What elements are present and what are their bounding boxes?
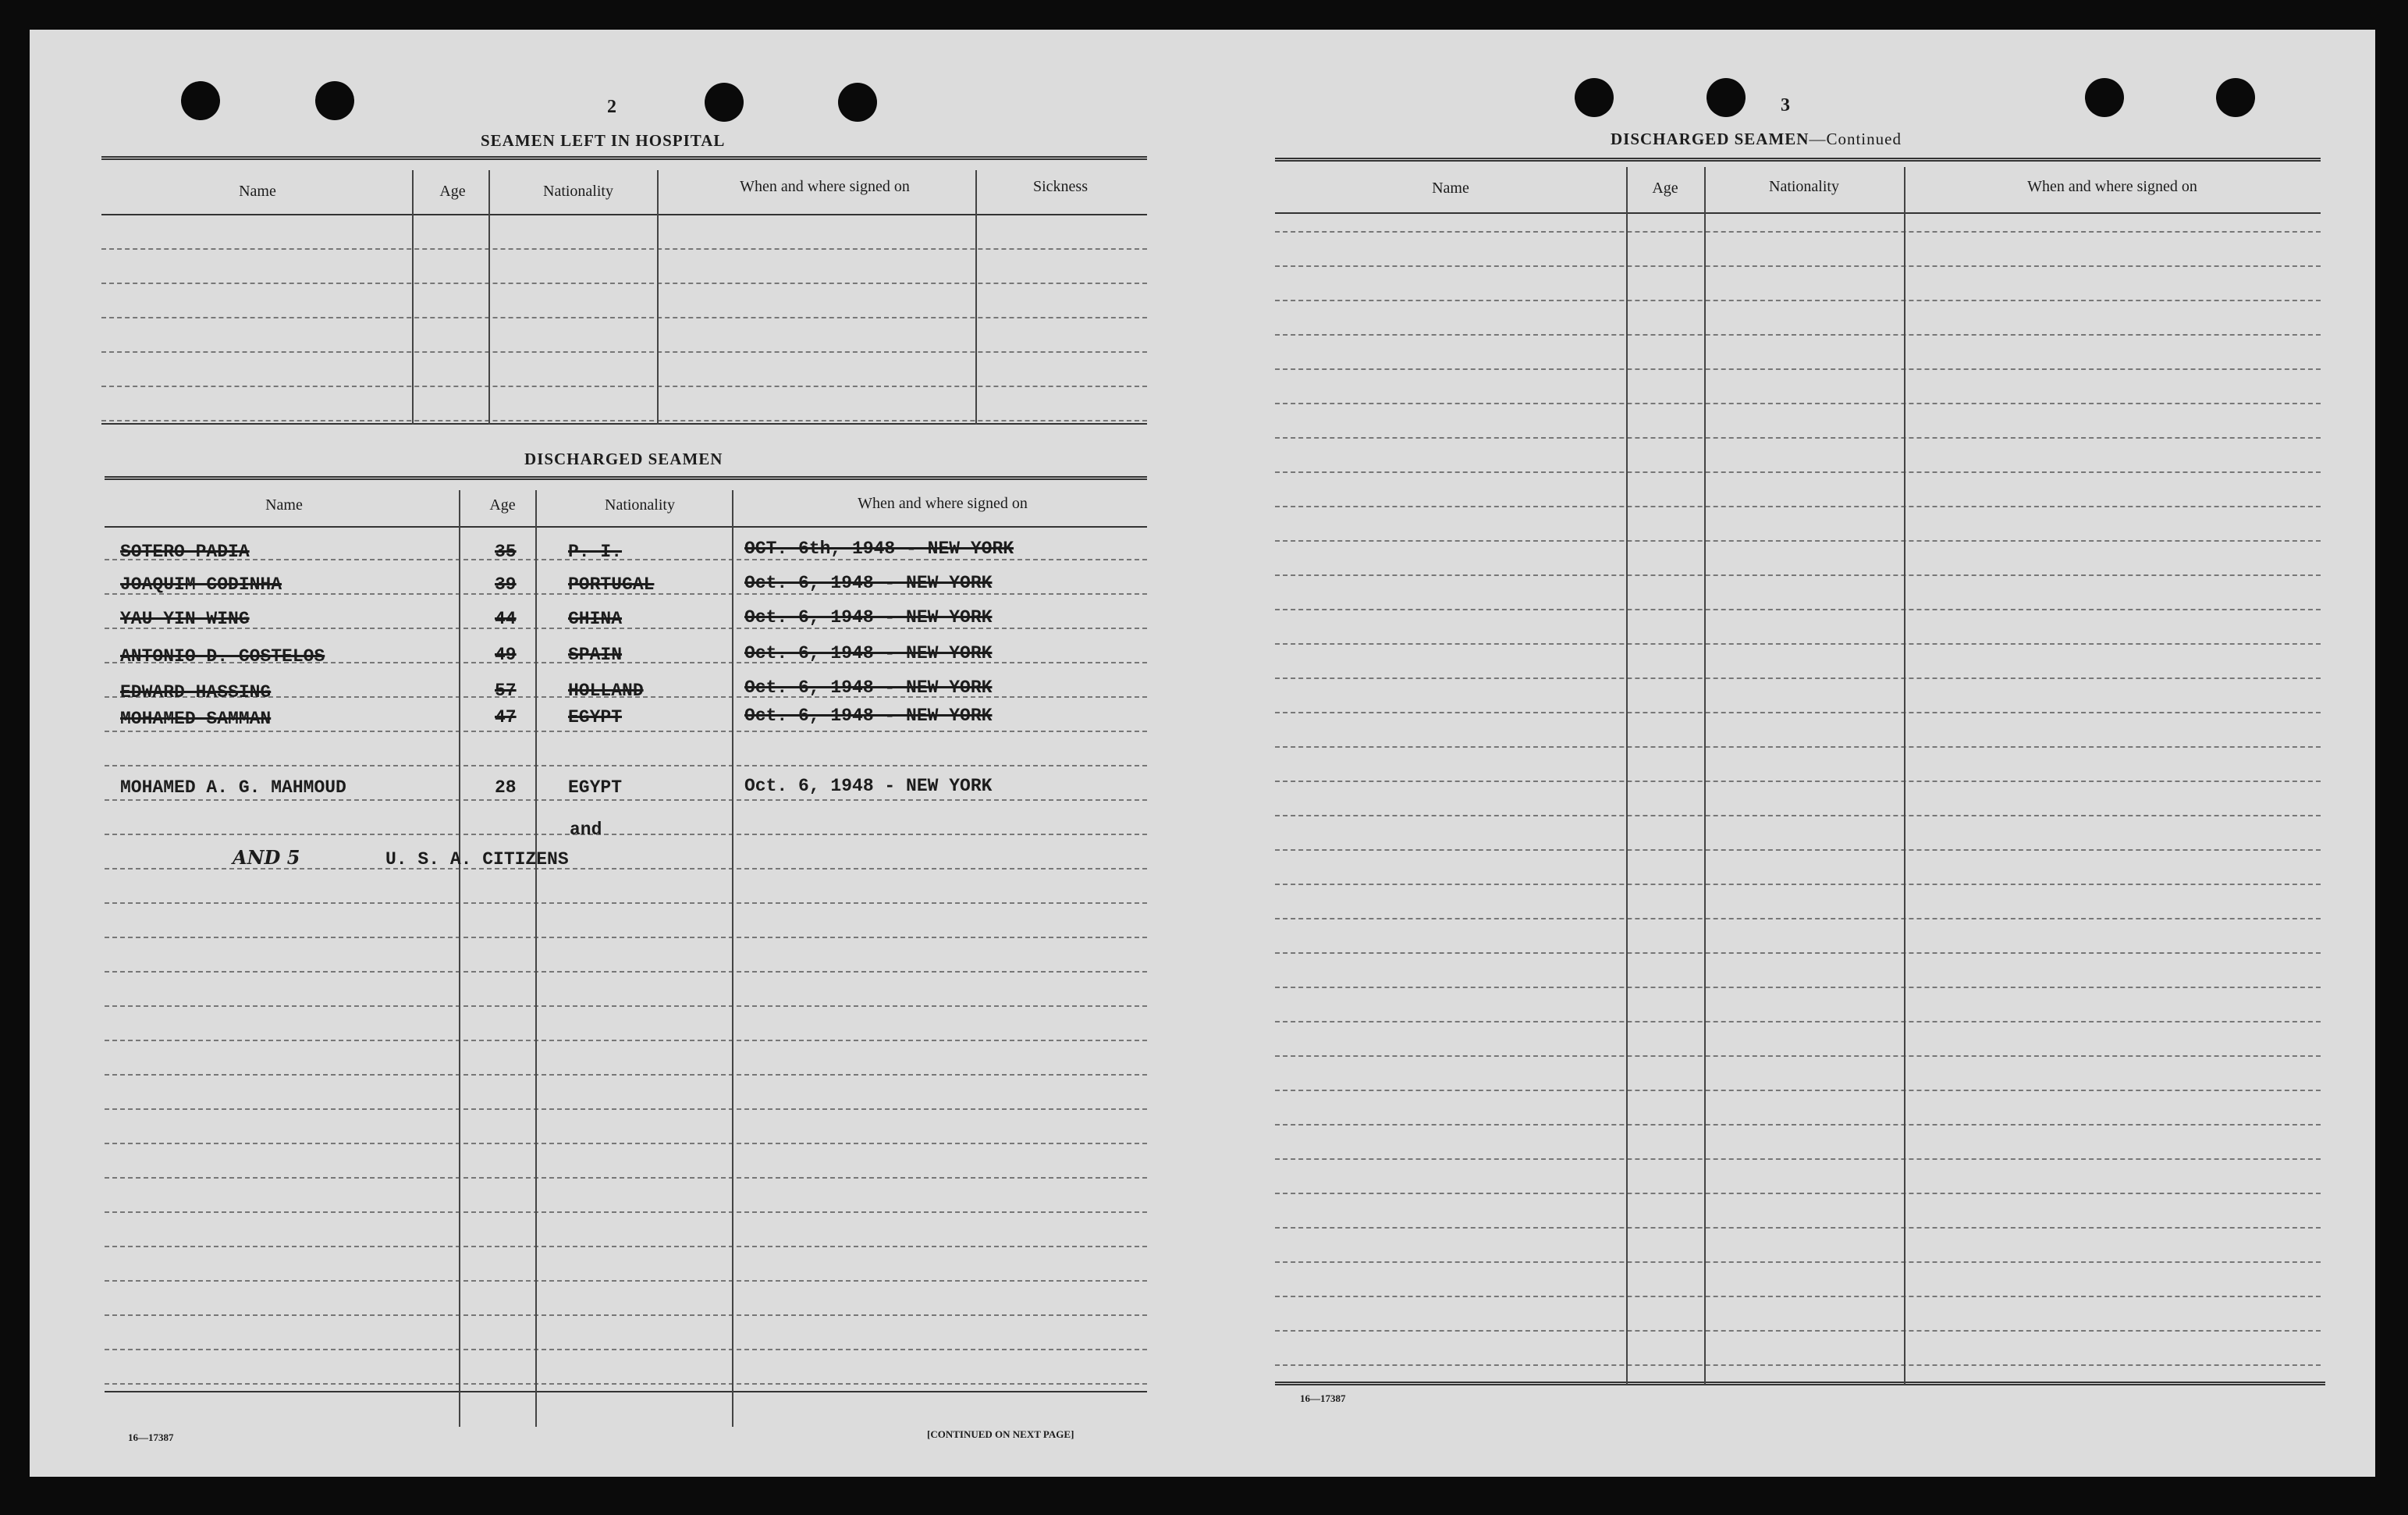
seaman-signed-on: Oct. 6, 1948 - NEW YORK	[744, 776, 993, 796]
seaman-nationality: HOLLAND	[568, 681, 644, 701]
hospital-header-age: Age	[439, 183, 466, 200]
seaman-age: 49	[495, 645, 517, 665]
discharged-section-title: DISCHARGED SEAMEN	[524, 450, 723, 468]
page-number: 3	[1781, 95, 1790, 116]
and-text: and	[570, 820, 602, 840]
discharged-header-nationality: Nationality	[605, 496, 675, 514]
seaman-nationality: PORTUGAL	[568, 574, 655, 595]
handwritten-count: AND 5	[233, 846, 300, 869]
seaman-name: YAU YIN WING	[120, 609, 250, 629]
seaman-signed-on: OCT. 6th, 1948 - NEW YORK	[744, 539, 1014, 559]
discharged-header-age: Age	[489, 496, 516, 514]
binder-hole-icon	[838, 83, 877, 122]
seaman-signed-on: Oct. 6, 1948 - NEW YORK	[744, 677, 993, 698]
citizens-text: U. S. A. CITIZENS	[385, 849, 569, 870]
title-main: DISCHARGED SEAMEN	[1611, 130, 1810, 148]
binder-hole-icon	[315, 81, 354, 120]
binder-hole-icon	[705, 83, 744, 122]
seaman-signed-on: Oct. 6, 1948 - NEW YORK	[744, 573, 993, 593]
seaman-age: 28	[495, 777, 517, 798]
hospital-section-title: SEAMEN LEFT IN HOSPITAL	[481, 131, 726, 150]
header-signed-on: When and where signed on	[2027, 178, 2197, 195]
seaman-age: 35	[495, 542, 517, 562]
hospital-header-name: Name	[239, 183, 276, 200]
header-name: Name	[1432, 180, 1469, 197]
discharged-header-name: Name	[265, 496, 303, 514]
seaman-age: 47	[495, 707, 517, 727]
seaman-nationality: SPAIN	[568, 645, 623, 665]
seaman-signed-on: Oct. 6, 1948 - NEW YORK	[744, 643, 993, 663]
seaman-nationality: CHINA	[568, 609, 623, 629]
seaman-nationality: P. I.	[568, 542, 623, 562]
seaman-nationality: EGYPT	[568, 707, 623, 727]
seaman-nationality: EGYPT	[568, 777, 623, 798]
discharged-continued-title	[1611, 130, 1902, 149]
binder-hole-icon	[2085, 78, 2124, 117]
seaman-signed-on: Oct. 6, 1948 - NEW YORK	[744, 706, 993, 726]
seaman-age: 39	[495, 574, 517, 595]
form-number: 16—17387	[128, 1431, 174, 1443]
header-nationality: Nationality	[1769, 178, 1839, 195]
binder-hole-icon	[2216, 78, 2255, 117]
binder-hole-icon	[1575, 78, 1614, 117]
page-number: 2	[607, 97, 616, 117]
discharged-header-signed-on: When and where signed on	[858, 495, 1028, 512]
hospital-header-signed-on: When and where signed on	[740, 178, 910, 195]
continued-note: [CONTINUED ON NEXT PAGE]	[927, 1428, 1074, 1440]
header-age: Age	[1652, 180, 1678, 197]
hospital-header-nationality: Nationality	[543, 183, 613, 200]
seaman-name: SOTERO PADIA	[120, 542, 250, 562]
binder-hole-icon	[181, 81, 220, 120]
seaman-name: ANTONIO D. COSTELOS	[120, 646, 325, 667]
document-sheet	[30, 30, 2375, 1477]
seaman-name: MOHAMED SAMMAN	[120, 709, 272, 729]
binder-hole-icon	[1707, 78, 1746, 117]
seaman-name: JOAQUIM CODINHA	[120, 574, 282, 595]
seaman-age: 57	[495, 681, 517, 701]
seaman-name: EDWARD HASSING	[120, 682, 272, 702]
hospital-header-sickness: Sickness	[1033, 178, 1088, 195]
seaman-signed-on: Oct. 6, 1948 - NEW YORK	[744, 607, 993, 628]
seaman-age: 44	[495, 609, 517, 629]
form-number: 16—17387	[1300, 1392, 1346, 1404]
seaman-name: MOHAMED A. G. MAHMOUD	[120, 777, 346, 798]
title-continued: —Continued	[1809, 130, 1902, 148]
